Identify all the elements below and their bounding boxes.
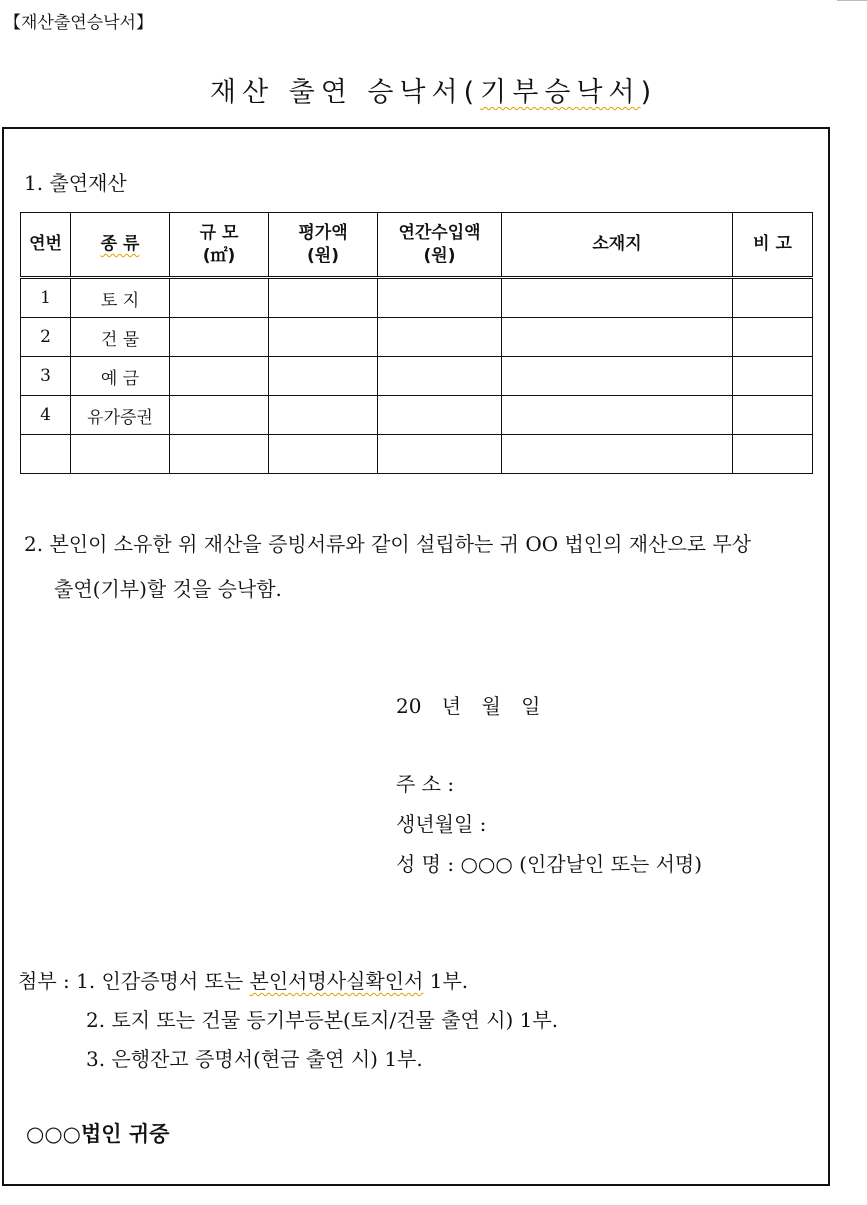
table-row [21,396,813,435]
attachment-item1-after: 1부. [423,969,469,993]
header-scale-line2: (㎡) [202,245,236,266]
table-header-row [21,213,813,278]
header-scale-line1: 규 모 [199,222,239,243]
cell-type [71,435,170,474]
header-location: 소재지 [502,213,733,278]
table-row [21,357,813,396]
attachment-item1-wavy: 본인서명사실확인서 [249,969,424,993]
header-scale [170,213,269,278]
signer-name: 성 명 : ○○○ (인감날인 또는 서명) [396,852,703,876]
cell-income [378,357,502,396]
header-income-line1: 연간수입액 [398,222,481,243]
header-type [71,213,170,278]
cell-note [733,278,813,318]
attachment-prefix: 첨부 : [18,969,70,993]
cell-location [502,318,733,357]
cell-note [733,396,813,435]
attachment-item-2: 2. 토지 또는 건물 등기부등본(토지/건물 출연 시) 1부. [86,1008,559,1032]
cell-no [21,435,71,474]
document-title [0,70,867,109]
cell-location [502,278,733,318]
cell-no: 3 [21,357,71,396]
cell-income [378,435,502,474]
cell-note [733,318,813,357]
header-income [378,213,502,278]
cell-value [269,318,378,357]
asset-table [20,212,813,474]
table-row [21,278,813,318]
cell-location [502,357,733,396]
signer-address: 주 소 : [396,772,455,796]
header-note: 비 고 [733,213,813,278]
signer-birthdate: 생년월일 : [396,812,487,836]
cell-scale [170,396,269,435]
cell-no: 2 [21,318,71,357]
header-value [269,213,378,278]
cell-location [502,396,733,435]
cell-type: 토 지 [71,278,170,318]
table-row [21,318,813,357]
cell-scale [170,318,269,357]
attachment-item1-before: 1. 인감증명서 또는 [76,969,250,993]
header-value-line2: (원) [307,245,339,266]
cell-income [378,318,502,357]
consent-paragraph-line1: 2. 본인이 소유한 위 재산을 증빙서류와 같이 설립하는 귀 OO 법인의 재산으로 무상 [24,532,752,556]
cell-no: 4 [21,396,71,435]
cell-scale [170,357,269,396]
page-corner-mark [837,0,867,9]
header-type-label: 종 류 [100,234,140,254]
title-paren-close: ) [640,77,658,109]
recipient-line: ○○○법인 귀중 [26,1121,170,1146]
title-paren-open: ( [463,77,481,109]
cell-value [269,278,378,318]
title-paren-inner: 기부승낙서 [480,77,641,109]
title-main: 재산 출연 승낙서 [209,77,464,109]
cell-note [733,357,813,396]
header-value-line1: 평가액 [298,222,348,243]
cell-type: 예 금 [71,357,170,396]
attachment-item-3: 3. 은행잔고 증명서(현금 출연 시) 1부. [86,1047,423,1071]
cell-income [378,396,502,435]
cell-note [733,435,813,474]
header-no: 연번 [21,213,71,278]
consent-paragraph-line2: 출연(기부)할 것을 승낙함. [54,577,282,601]
cell-scale [170,278,269,318]
cell-value [269,357,378,396]
section1-heading: 1. 출연재산 [24,171,127,195]
cell-value [269,396,378,435]
attachment-item-1 [18,965,468,994]
cell-no: 1 [21,278,71,318]
header-income-line2: (원) [423,245,456,266]
cell-scale [170,435,269,474]
table-row [21,435,813,474]
cell-type: 건 물 [71,318,170,357]
cell-location [502,435,733,474]
cell-type: 유가증권 [71,396,170,435]
date-line: 20 년 월 일 [396,694,541,718]
document-label: 【재산출연승낙서】 [4,13,153,33]
cell-income [378,278,502,318]
cell-value [269,435,378,474]
